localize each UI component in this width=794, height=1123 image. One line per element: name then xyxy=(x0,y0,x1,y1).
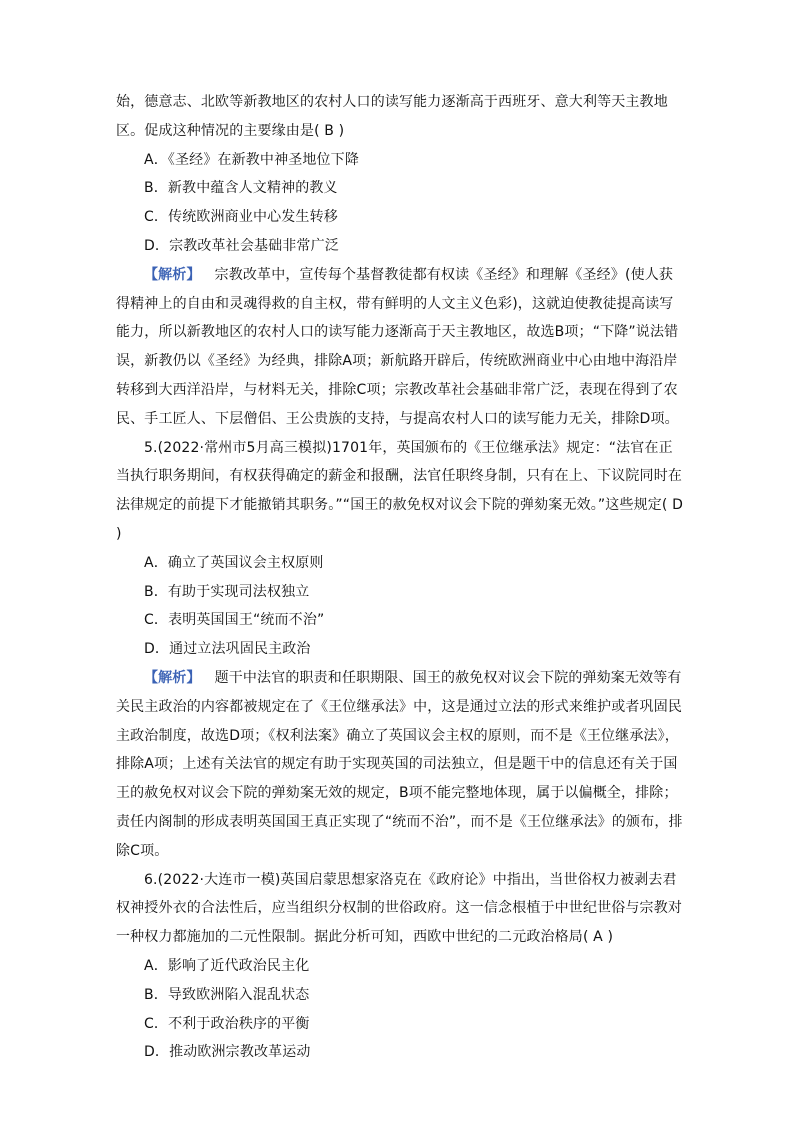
q4-analysis xyxy=(116,261,686,434)
q5-option-b: B．有助于实现司法权独立 xyxy=(144,583,310,600)
q5-analysis-text: 题干中法官的职责和任职期限、国王的赦免权对议会下院的弹劾案无效等有关民主政治的内容都被规定在了《王位继承法》中，这是通过立法的形式来维护或者巩固民主政治制度，故选D项；《权利法案》确立了英国议会主权的原则，而不是《王位继承法》，排除A项；上述有关法官的规定有助于实现英国的司法独立，但是题干中的信息还有关于国王的赦免权对议会下院的弹劾案无效的规定，B项不能完整地体现，属于以偏概全，排除；责任内阁制的形成表明英国国王真正实现了“统而不治”，而不是《王位继承法》的颁布，排除C项。 xyxy=(116,669,683,859)
analysis-label: 【解析】 xyxy=(144,266,201,283)
q4-option-b: B．新教中蕴含人文精神的教义 xyxy=(144,180,338,197)
document-content xyxy=(116,88,686,1067)
q6-option-b: B．导致欧洲陷入混乱状态 xyxy=(144,986,310,1003)
analysis-label: 【解析】 xyxy=(144,669,201,686)
q4-option-a: A．《圣经》在新教中神圣地位下降 xyxy=(144,151,359,168)
q5-stem: 5.(2022·常州市5月高三模拟)1701年，英国颁布的《王位继承法》规定：“法官在正当执行职务期间，有权获得确定的薪金和报酬，法官任职终身制，只有在上、下议院同时在法律规定的前提下才能撤销其职务。”“国王的赦免权对议会下院的弹劾案无效。”这些规定( D ) xyxy=(116,439,684,542)
q5-option-a: A．确立了英国议会主权原则 xyxy=(144,554,324,571)
q6-option-a: A．影响了近代政治民主化 xyxy=(144,957,310,974)
q6-stem: 6.(2022·大连市一模)英国启蒙思想家洛克在《政府论》中指出，当世俗权力被剥去君权神授外衣的合法性后，应当组织分权制的世俗政府。这一信念根植于中世纪世俗与宗教对一种权力都施加的二元性限制。据此分析可知，西欧中世纪的二元政治格局( A ) xyxy=(116,871,682,946)
q4-stem: 始，德意志、北欧等新教地区的农村人口的读写能力逐渐高于西班牙、意大利等天主教地区。促成这种情况的主要缘由是( B ) xyxy=(116,94,668,139)
q4-analysis-text: 宗教改革中，宣传每个基督教徒都有权读《圣经》和理解《圣经》(使人获得精神上的自由和灵魂得救的自主权，带有鲜明的人文主义色彩)，这就迫使教徒提高读写能力，所以新教地区的农村人口的读写能力逐渐高于天主教地区，故选B项；“下降”说法错误，新教仍以《圣经》为经典，排除A项；新航路开辟后，传统欧洲商业中心由地中海沿岸转移到大西洋沿岸，与材料无关，排除C项；宗教改革社会基础非常广泛，表现在得到了农民、手工匠人、下层僧侣、王公贵族的支持，与提高农村人口的读写能力无关，排除D项。 xyxy=(116,266,679,427)
q5-option-d: D．通过立法巩固民主政治 xyxy=(144,641,311,658)
q4-option-c: C．传统欧洲商业中心发生转移 xyxy=(144,209,338,226)
q4-option-d: D．宗教改革社会基础非常广泛 xyxy=(144,237,339,254)
q6-option-d: D．推动欧洲宗教改革运动 xyxy=(144,1044,311,1061)
q5-analysis xyxy=(116,664,686,866)
q5-option-c: C．表明英国国王“统而不治” xyxy=(144,612,325,629)
q6-option-c: C．不利于政治秩序的平衡 xyxy=(144,1015,310,1032)
